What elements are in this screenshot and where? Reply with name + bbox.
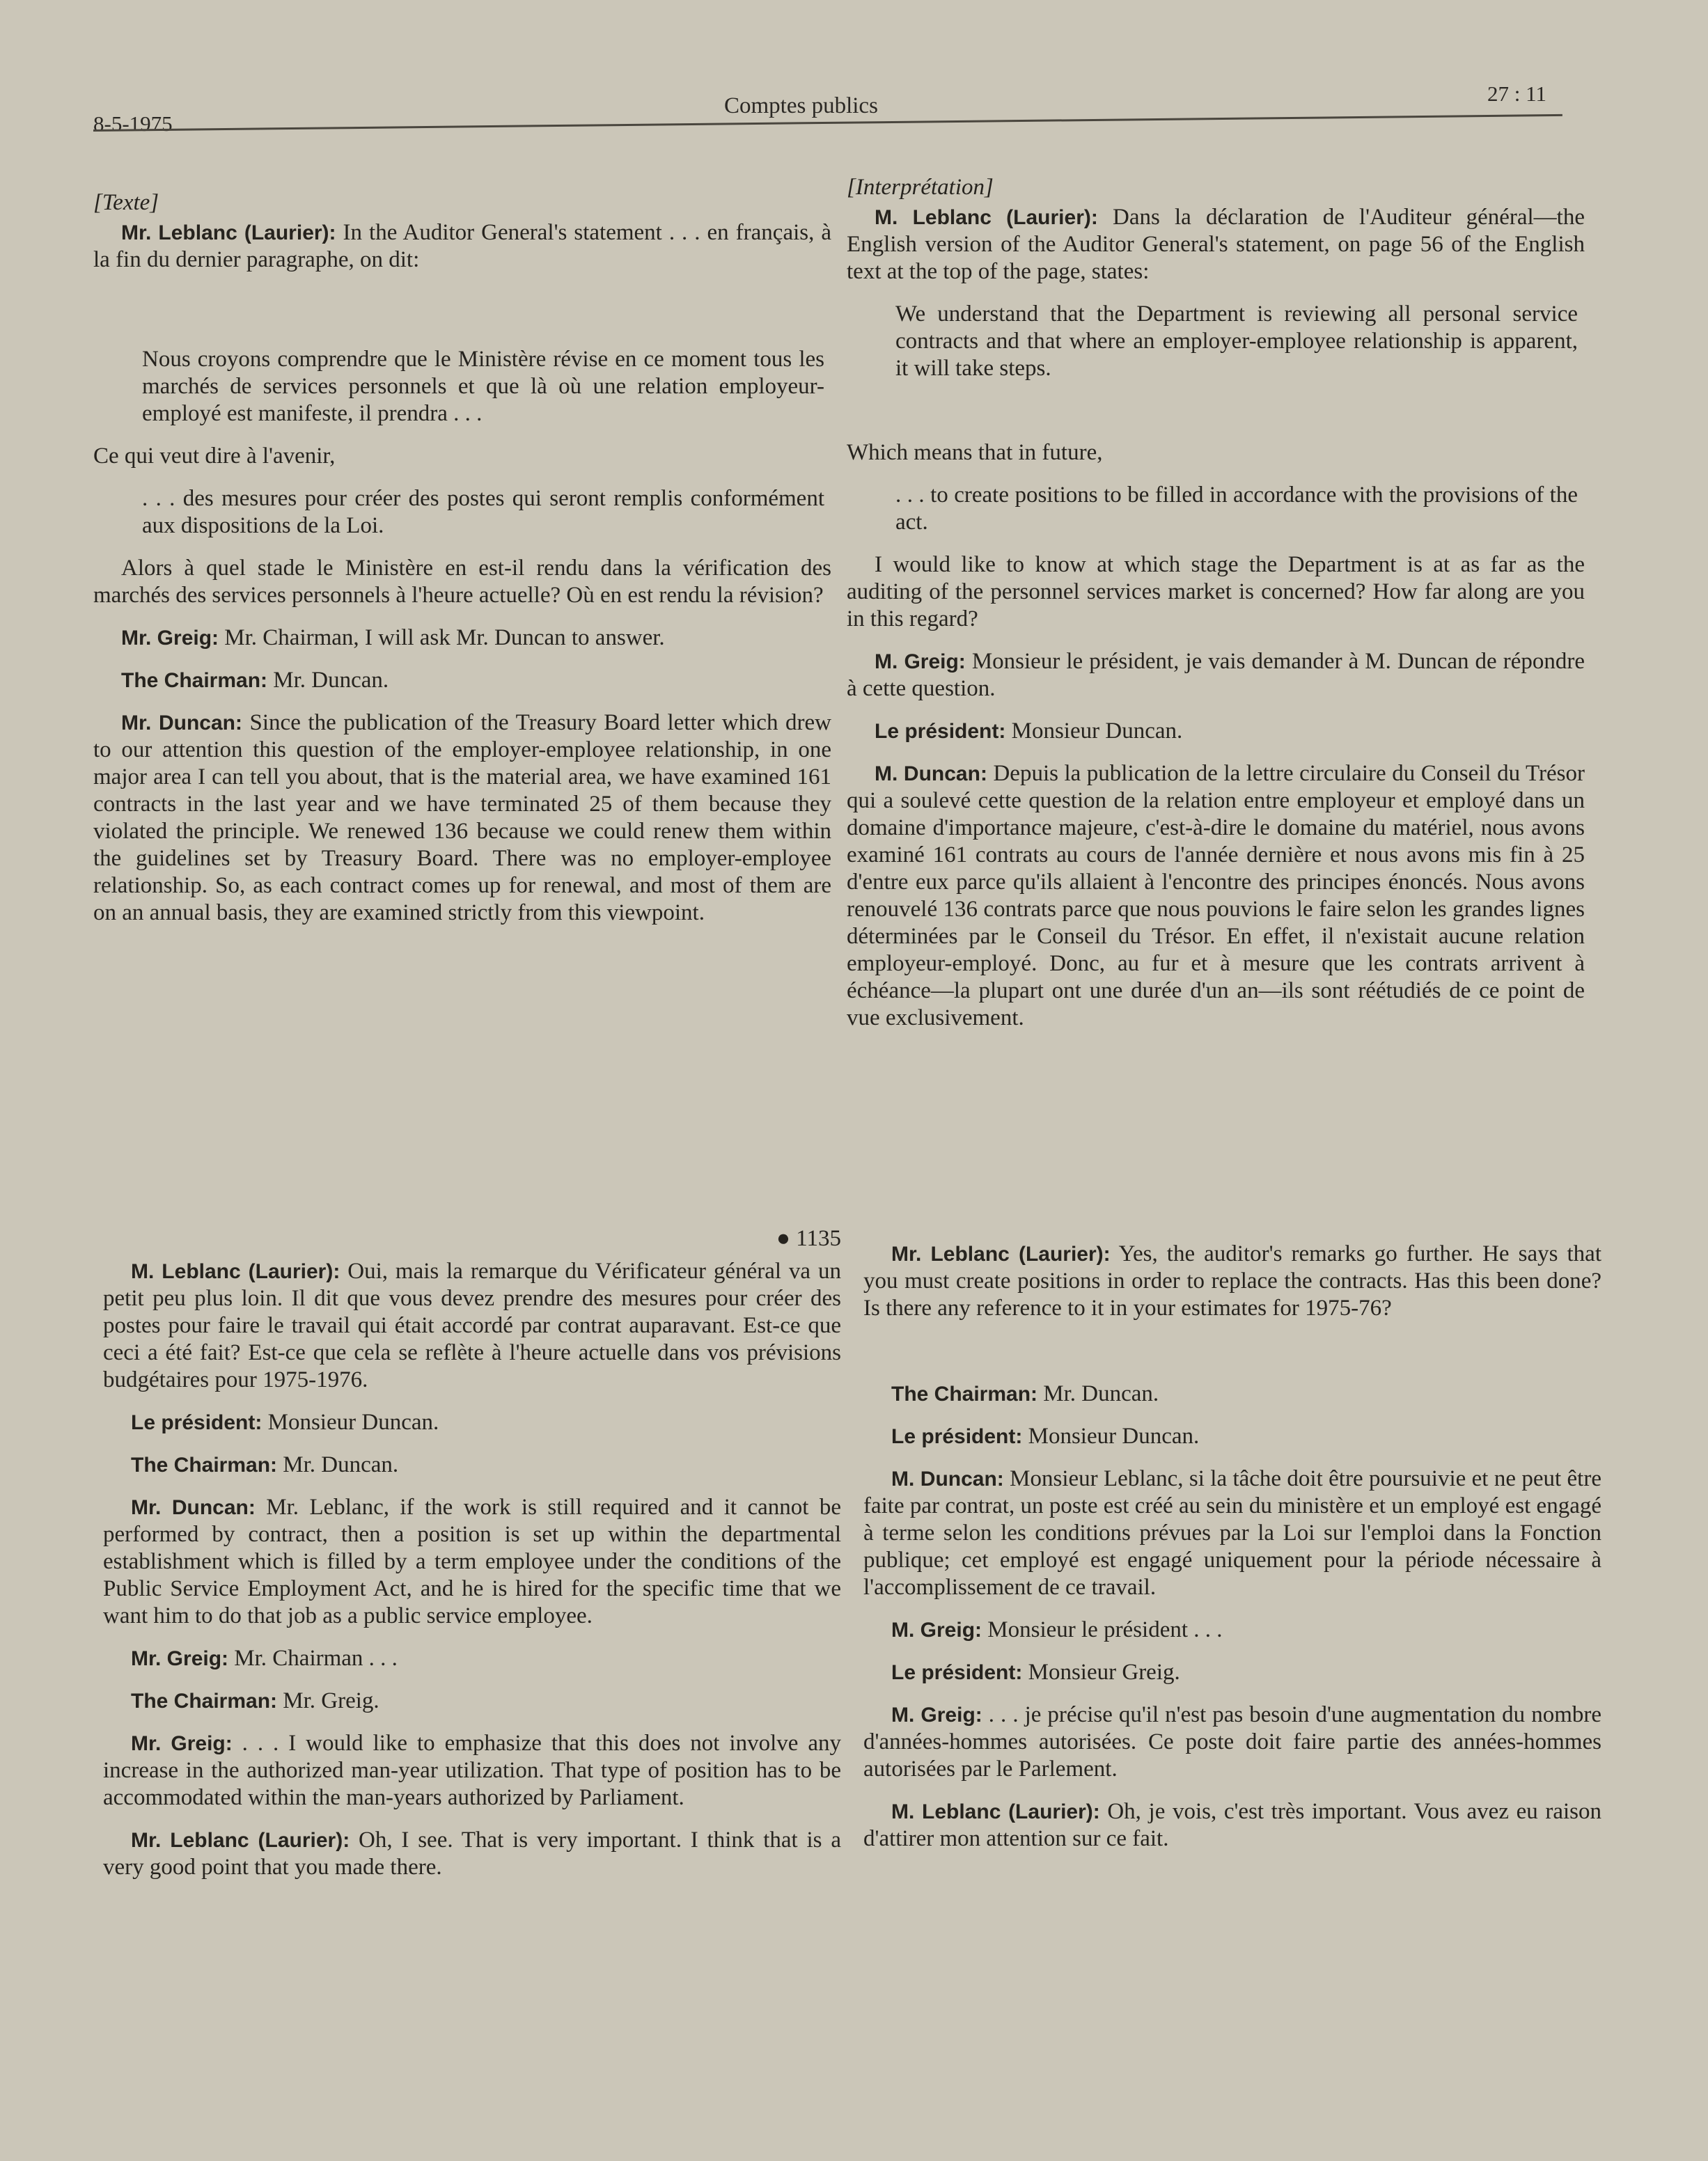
speech-text: Monsieur Duncan. [1005, 718, 1183, 744]
paragraph [863, 1798, 1601, 1853]
speaker-name: Le président: [875, 720, 1006, 743]
speaker-name: M. Leblanc (Laurier): [875, 206, 1098, 229]
speech-text: Monsieur Greig. [1022, 1660, 1180, 1685]
section-tag: [Interprétation] [847, 175, 994, 200]
paragraph: Alors à quel stade le Ministère en est-il rendu dans la vérification des marchés des services personnels à l'heure actuelle? Où en est rendu la révision? [93, 556, 831, 608]
speaker-name: Le président: [131, 1411, 263, 1434]
header-page-number: 27 : 11 [1487, 81, 1546, 106]
speaker-name: Le président: [891, 1425, 1023, 1448]
speech-text: Mr. Chairman . . . [228, 1646, 398, 1671]
paragraph [103, 1645, 841, 1672]
paragraph [103, 1730, 841, 1812]
section-tag: [Texte] [93, 190, 159, 215]
speaker-name: Mr. Duncan: [121, 712, 242, 734]
speaker-name: The Chairman: [121, 669, 268, 692]
right-column-top [847, 174, 1585, 1047]
quotation: . . . des mesures pour créer des postes qui seront remplis conformément aux dispositions de la Loi. [142, 486, 824, 538]
paragraph [863, 1465, 1601, 1601]
speech-text: Dans la déclaration de l'Auditeur général—the English version of the Auditor General's statement, on page 56 of the English text at the top of the page, states: [847, 205, 1585, 284]
speech-text: Mr. Leblanc, if the work is still required and it cannot be performed by contract, then a position is set up within the departmental establishment which is filled by a term employee under the conditions of the Public Service Employment Act, and he is hired for the specific time that we want him to do that job as a public service employee. [103, 1495, 841, 1628]
paragraph [847, 648, 1585, 702]
speech-text: Monsieur Leblanc, si la tâche doit être poursuivie et ne peut être faite par contrat, un poste est créé au sein du ministère et un employé est engagé à terme selon les conditions prévues par la Loi sur l'emploi dans la Fonction publique; cet employé est engagé uniquement pour la période nécessaire à l'accomplissement de ce travail. [863, 1466, 1601, 1600]
header-date: 8-5-1975 [93, 111, 173, 136]
speaker-name: Mr. Greig: [131, 1647, 229, 1670]
paragraph [847, 760, 1585, 1032]
speech-text: Oh, I see. That is very important. I think that is a very good point that you made there. [103, 1828, 841, 1880]
paragraph: Which means that in future, [847, 440, 1103, 465]
speech-text: Depuis la publication de la lettre circulaire du Conseil du Trésor qui a soulevé cette question de la relation entre employeur et employé dans un domaine d'importance majeure, c'est-à-dire le domaine du matériel, nous avons examiné 161 contrats au cours de l'année dernière et nous avons mis fin à 25 d'entre eux parce qu'ils allaient à l'encontre des principes énoncés. Nous avons renouvelé 136 contrats parce que nous pouvions le faire selon les grandes lignes déterminées par le Conseil du Trésor. En effet, il n'existait aucune relation employeur-employé. Donc, au fur et à mesure que les contrats arrivent à échéance—la plupart ont une durée d'un an—ils sont réétudiés de ce point de vue exclusivement. [847, 761, 1585, 1030]
speaker-name: Le président: [891, 1661, 1023, 1684]
speech-text: . . . I would like to emphasize that this does not involve any increase in the authorized man-year utilization. That type of position has to be accommodated within the man-years authorized by Parliament. [103, 1731, 841, 1810]
speaker-name: Mr. Duncan: [131, 1496, 256, 1519]
speaker-name: M. Leblanc (Laurier): [131, 1260, 340, 1283]
quotation: Nous croyons comprendre que le Ministère révise en ce moment tous les marchés de services personnels et que là où une relation employeur-employé est manifeste, il prendra . . . [142, 347, 824, 426]
speech-text: . . . je précise qu'il n'est pas besoin d'une augmentation du nombre d'années-hommes autorisées. Ce poste doit faire partie des années-hommes autorisées par le Parlement. [863, 1702, 1601, 1782]
speech-text: Monsieur Duncan. [262, 1410, 439, 1435]
quotation: We understand that the Department is reviewing all personal service contracts and that where an employer-employee relationship is apparent, it will take steps. [895, 301, 1578, 381]
speaker-name: M. Duncan: [891, 1468, 1004, 1491]
paragraph [863, 1241, 1601, 1322]
speech-text: Monsieur le président . . . [982, 1617, 1223, 1642]
paragraph [93, 709, 831, 927]
left-column-bottom [103, 1225, 841, 1896]
speaker-name: M. Greig: [891, 1619, 982, 1642]
paragraph: Ce qui veut dire à l'avenir, [93, 443, 336, 469]
paragraph [863, 1381, 1601, 1408]
speaker-name: Mr. Greig: [121, 627, 219, 650]
speaker-name: M. Leblanc (Laurier): [891, 1800, 1100, 1823]
paragraph [103, 1452, 841, 1479]
speaker-name: Mr. Greig: [131, 1732, 233, 1755]
paragraph [863, 1423, 1601, 1450]
speaker-name: The Chairman: [131, 1454, 278, 1477]
speech-text: Since the publication of the Treasury Board letter which drew to our attention this question of the employer-employee relationship, in one major area I can tell you about, that is the material area, we have examined 161 contracts in the last year and we have terminated 25 of them because they violated the principle. We renewed 136 because we could renew them within the guidelines set by Treasury Board. There was no employer-employee relationship. So, as each contract comes up for renewal, and most of them are on an annual basis, they are examined strictly from this viewpoint. [93, 710, 831, 925]
paragraph [103, 1409, 841, 1436]
paragraph [93, 624, 831, 652]
speech-text: Mr. Duncan. [267, 668, 389, 693]
paragraph: I would like to know at which stage the Department is at as far as the auditing of the personnel services market is concerned? How far along are you in this regard? [847, 552, 1585, 631]
paragraph [847, 204, 1585, 285]
left-column-top [93, 189, 831, 942]
paragraph [93, 667, 831, 694]
paragraph [103, 1494, 841, 1630]
paragraph [863, 1617, 1601, 1644]
paragraph [103, 1258, 841, 1394]
speech-text: Mr. Chairman, I will ask Mr. Duncan to answer. [219, 625, 665, 650]
speech-text: Monsieur le président, je vais demander à M. Duncan de répondre à cette question. [847, 649, 1585, 701]
speaker-name: M. Duncan: [875, 762, 987, 785]
speaker-name: The Chairman: [891, 1383, 1038, 1406]
speaker-name: The Chairman: [131, 1690, 278, 1713]
header-title: Comptes publics [724, 93, 878, 118]
speech-text: Mr. Greig. [277, 1688, 379, 1713]
paragraph [863, 1659, 1601, 1686]
speech-text: In the Auditor General's statement . . . en français, à la fin du dernier paragraphe, on dit: [93, 220, 831, 272]
paragraph [863, 1702, 1601, 1783]
paragraph [93, 219, 831, 274]
speaker-name: Mr. Leblanc (Laurier): [121, 221, 336, 244]
speaker-name: Mr. Leblanc (Laurier): [891, 1243, 1111, 1266]
speech-text: Mr. Duncan. [277, 1452, 399, 1477]
paragraph [847, 718, 1585, 745]
quotation: . . . to create positions to be filled in accordance with the provisions of the act. [895, 482, 1578, 535]
paragraph [103, 1827, 841, 1881]
speaker-name: Mr. Leblanc (Laurier): [131, 1829, 350, 1852]
speech-text: Oui, mais la remarque du Vérificateur général va un petit peu plus loin. Il dit que vous devez prendre des mesures pour créer des postes pour faire le travail qui était accordé par contrat auparavant. Est-ce que ceci a été fait? Est-ce que cela se reflète à l'heure actuelle dans vos prévisions budgétaires pour 1975-1976. [103, 1259, 841, 1392]
time-marker: ● 1135 [776, 1226, 841, 1251]
paragraph [103, 1688, 841, 1715]
speech-text: Mr. Duncan. [1037, 1381, 1159, 1406]
right-column-bottom [863, 1241, 1601, 1868]
speech-text: Oh, je vois, c'est très important. Vous avez eu raison d'attirer mon attention sur ce fait. [863, 1799, 1601, 1851]
speech-text: Yes, the auditor's remarks go further. He says that you must create positions in order to replace the contracts. Has this been done? Is there any reference to it in your estimates for 1975-76? [863, 1241, 1601, 1321]
speech-text: Monsieur Duncan. [1022, 1424, 1200, 1449]
speaker-name: M. Greig: [875, 650, 966, 673]
speaker-name: M. Greig: [891, 1704, 982, 1727]
